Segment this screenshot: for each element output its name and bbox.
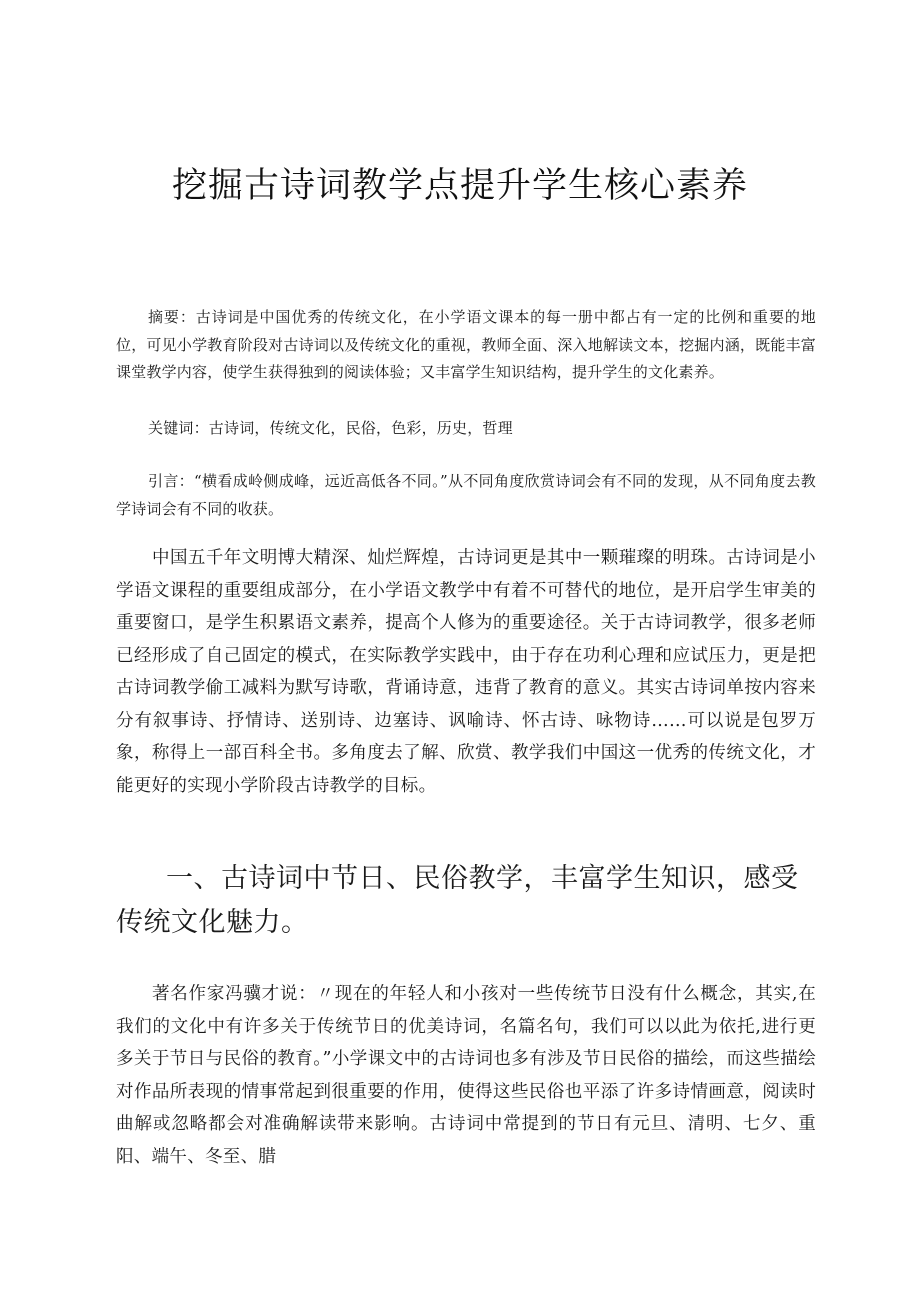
abstract-paragraph: 摘要：古诗词是中国优秀的传统文化，在小学语文课本的每一册中都占有一定的比例和重要的地位，可见小学教育阶段对古诗词以及传统文化的重视，教师全面、深入地解读文本，挖掘内涵，既能丰富课堂教学内容，使学生获得独到的阅读体验；又丰富学生知识结构，提升学生的文化素养。 <box>116 308 816 381</box>
intro-paragraph: 引言：“横看成岭侧成峰，远近高低各不同。”从不同角度欣赏诗词会有不同的发现，从不同角度去教学诗词会有不同的收获。 <box>116 472 816 518</box>
keywords-line: 关键词：古诗词，传统文化，民俗，色彩，历史，哲理 <box>148 419 513 437</box>
section-heading: 一、古诗词中节日、民俗教学，丰富学生知识，感受传统文化魅力。 <box>116 863 799 938</box>
document-title: 挖掘古诗词教学点提升学生核心素养 <box>171 166 748 206</box>
body-paragraph-1: 中国五千年文明博大精深、灿烂辉煌，古诗词更是其中一颗璀璨的明珠。古诗词是小学语文课程的重要组成部分，在小学语文教学中有着不可替代的地位，是开启学生审美的重要窗口，是学生积累语文素养，提高个人修为的重要途径。关于古诗词教学，很多老师已经形成了自己固定的模式，在实际教学实践中，由于存在功利心理和应试压力，更是把古诗词教学偷工减料为默写诗歌，背诵诗意，违背了教育的意义。其实古诗词单按内容来分有叙事诗、抒情诗、送别诗、边塞诗、讽喻诗、怀古诗、咏物诗……可以说是包罗万象，称得上一部百科全书。多角度去了解、欣赏、教学我们中国这一优秀的传统文化，才能更好的实现小学阶段古诗教学的目标。 <box>116 548 816 796</box>
body-paragraph-2: 著名作家冯骥才说：〃现在的年轻人和小孩对一些传统节日没有什么概念，其实,在我们的文化中有许多关于传统节日的优美诗词，名篇名句，我们可以以此为依托,进行更多关于节日与民俗的教育。”小学课文中的古诗词也多有涉及节日民俗的描绘，而这些描绘对作品所表现的情事常起到很重要的作用，使得这些民俗也平添了许多诗情画意，阅读时曲解或忽略都会对准确解读带来影响。古诗词中常提到的节日有元旦、清明、七夕、重阳、端午、冬至、腊 <box>116 984 816 1167</box>
